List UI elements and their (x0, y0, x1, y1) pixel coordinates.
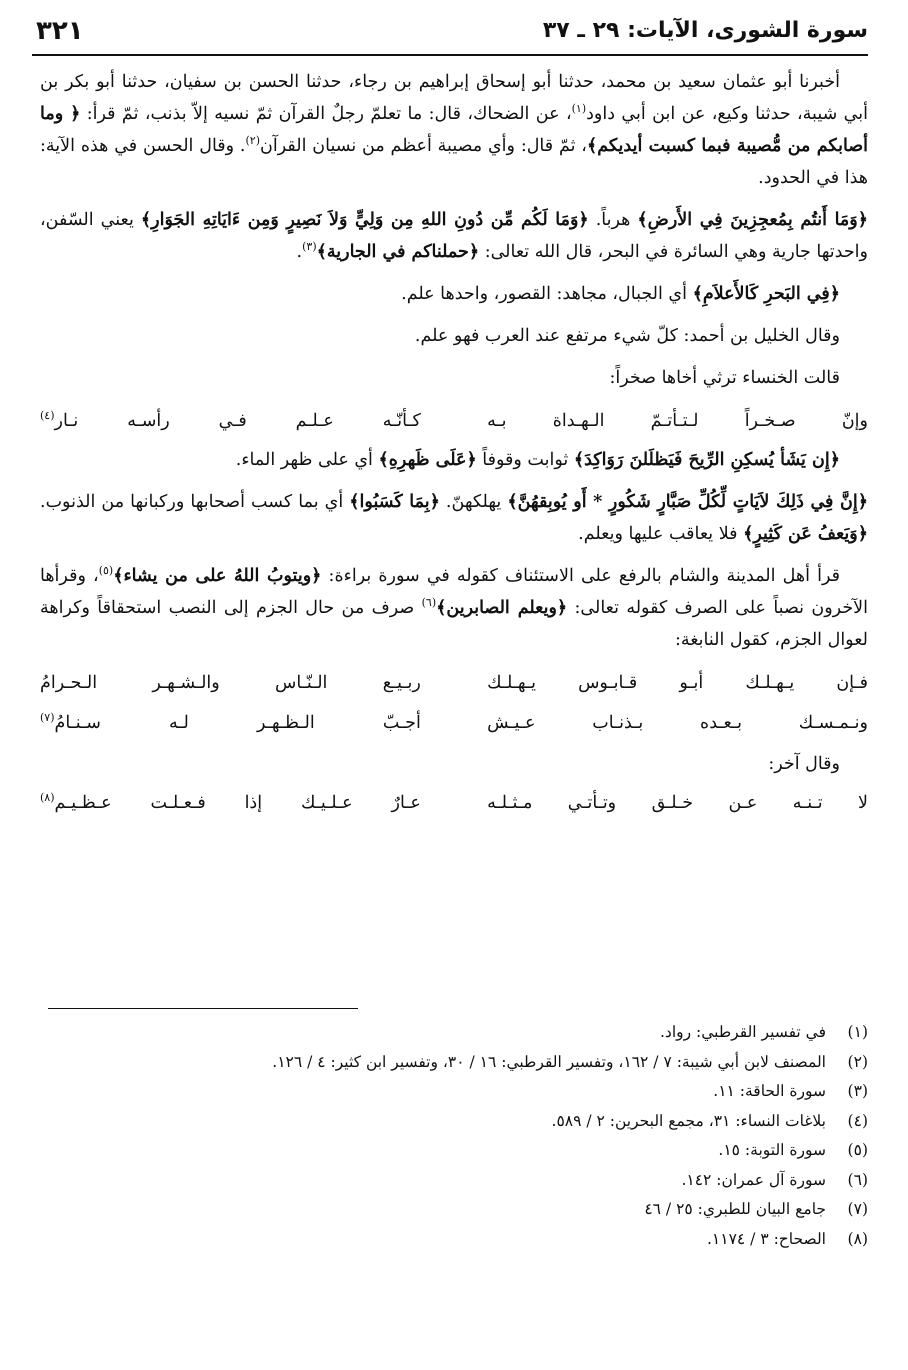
text: أي على ظهر الماء. (235, 450, 379, 470)
text: فلا يعاقب عليها ويعلم. (578, 524, 744, 544)
poetry-verse (40, 404, 868, 438)
verse-first-hemistich: لا تـنـه عـن خـلـق وتـأتـي مـثـلـه (487, 793, 868, 813)
text: قالت الخنساء ترثي أخاها صخراً: (609, 368, 840, 388)
footnote (40, 1048, 868, 1078)
footnote-text: جامع البيان للطبري: ٢٥ / ٤٦ (644, 1200, 826, 1218)
footnote-ref: (٨) (40, 791, 55, 805)
quran-quote: ﴿وَيَعفُ عَن كَثِيرٍ﴾ (743, 524, 868, 544)
text: ، وقرأها الآخرون نصباً على الصرف كقوله تعالى: (40, 566, 868, 618)
footnote-ref: (٣) (302, 240, 317, 254)
text: ، عن الضحاك، قال: ما تعلمّ رجلٌ القرآن ثمّ نسيه إلاّ بذنب، ثمّ قرأ: (86, 104, 572, 124)
quran-quote: ﴿ وما أصابكم من مُّصيبة فبما كسبت أيديكم﴾ (40, 104, 868, 156)
quran-quote: ﴿ويتوبُ اللهُ على من يشاء﴾ (113, 566, 322, 586)
text: أي الجبال، مجاهد: القصور، واحدها علم. (401, 284, 693, 304)
quran-quote: ﴿عَلَى ظَهرِهِ﴾ (378, 450, 477, 470)
text: أي بما كسب أصحابها وركبانها من الذنوب. (40, 492, 350, 512)
paragraph-khansa (40, 362, 868, 394)
footnote (40, 1195, 868, 1225)
text: ، ثمّ قال: وأي مصيبة أعظم من نسيان القرآن (260, 136, 587, 156)
footnote-number: (٨) (847, 1229, 868, 1248)
paragraph-signs (40, 486, 868, 550)
footnote (40, 1225, 868, 1255)
text: . (296, 242, 303, 262)
verse-second-hemistich: ربـيـع الـنّـاس والـشـهـر الـحـرامُ (40, 673, 421, 693)
text: يعني السّفن، واحدتها جارية وهي السائرة في البحر، قال الله تعالى: (40, 210, 868, 262)
text: كـأنّـه عـلـم فـي رأسـه نـار (54, 411, 421, 431)
footnote (40, 1018, 868, 1048)
footnote-ref: (٢) (245, 134, 261, 148)
poetry-verse (40, 666, 868, 700)
paragraph-mountains (40, 278, 868, 310)
quran-quote: ﴿حملناكم في الجارية﴾ (316, 242, 480, 262)
footnote-ref: (١) (571, 102, 587, 116)
text: ثوابت وقوفاً (476, 450, 574, 470)
footnote (40, 1136, 868, 1166)
footnotes (40, 1018, 868, 1254)
footnote-number: (٤) (847, 1111, 868, 1130)
footnote-number: (٦) (847, 1170, 868, 1189)
running-title: سورة الشورى، الآيات: ٢٩ ـ ٣٧ (542, 18, 868, 43)
verse-intro: وقال آخر: (768, 754, 840, 774)
quran-quote: ﴿وَمَا أَنتُم بِمُعجِزِينَ فِي الأَرضِ﴾ (637, 210, 869, 230)
footnote-text: سورة التوبة: ١٥. (718, 1141, 826, 1159)
footnote (40, 1107, 868, 1137)
text: يهلكهنّ. (439, 492, 508, 512)
footnote-text: سورة الحاقة: ١١. (713, 1082, 826, 1100)
text: هرباً. (588, 210, 638, 230)
footnote-ref: (٧) (40, 711, 55, 725)
footnote-text: الصحاح: ٣ / ١١٧٤. (706, 1229, 826, 1248)
page-number: ٣٢١ (36, 16, 84, 46)
footnote-number: (٧) (847, 1200, 868, 1218)
text: صرف من حال الجزم إلى النصب استحقاقاً وكراهة لعوال الجزم، كقول النابغة: (40, 598, 868, 650)
footnote-text: سورة آل عمران: ١٤٢. (681, 1170, 826, 1189)
text: عـارٌ عـلـيـك إذا فـعـلـت عـظـيـم (54, 793, 421, 813)
footnote (40, 1077, 868, 1107)
footnote-text: المصنف لابن أبي شيبة: ٧ / ١٦٢، وتفسير القرطبي: ١٦ / ٣٠، وتفسير ابن كثير: ٤ / ١٢٦. (272, 1052, 826, 1071)
verse-first-hemistich: وإنّ صـخـراً لـتـأتـمّ الـهـداة بـه (487, 411, 868, 431)
footnote-text: بلاغات النساء: ٣١، مجمع البحرين: ٢ / ٥٨٩. (551, 1111, 826, 1130)
verse-first-hemistich: فـإن يـهـلـك أبـو قـابـوس يـهـلـك (487, 673, 868, 693)
footnote (40, 1166, 868, 1196)
text: أخبرنا أبو عثمان سعيد بن محمد، حدثنا أبو إسحاق إبراهيم بن رجاء، حدثنا الحسن بن سفيان، حدثنا أبو بكر بن أبي شيبة، حدثنا وكيع، عن ابن أبي داود (40, 72, 868, 124)
text: . وقال الحسن في هذه الآية: هذا في الحدود. (40, 136, 868, 188)
footnote-text: في تفسير القرطبي: رواد. (659, 1023, 826, 1041)
footnote-separator (48, 1008, 358, 1009)
paragraph-ships (40, 204, 868, 268)
footnote-number: (٣) (847, 1082, 868, 1100)
paragraph-readings (40, 560, 868, 656)
verse-second-hemistich (40, 404, 421, 438)
footnote-number: (٢) (847, 1052, 868, 1071)
footnote-ref: (٥) (98, 564, 114, 578)
page-header (32, 14, 868, 56)
verse-second-hemistich (40, 786, 421, 820)
quran-quote: ﴿إِنَّ فِي ذَلِكَ لاَيَاتٍ لِّكُلِّ صَبَّارٍ شَكُورٍ * أَو يُوبِقهُنَّ﴾ (507, 492, 868, 512)
quran-quote: ﴿فِي البَحرِ كَالأَعلاَمِ﴾ (692, 284, 840, 304)
text: قرأ أهل المدينة والشام بالرفع على الاستئناف كقوله في سورة براءة: (321, 566, 840, 586)
footnote-ref: (٦) (421, 596, 437, 610)
main-text (40, 66, 868, 826)
quran-quote: ﴿إِن يَشَأ يُسكِنِ الرِّيحَ فَيَظلَلنَ رَوَاكِدَ﴾ (573, 450, 840, 470)
verse-second-hemistich (40, 706, 421, 740)
paragraph-isnad (40, 66, 868, 194)
poetry-verse (40, 786, 868, 820)
footnote-ref: (٤) (40, 409, 55, 423)
quran-quote: ﴿وَمَا لَكُم مِّن دُونِ اللهِ مِن وَلِيٍّ وَلاَ نَصِيرٍ وَمِن ءَايَاتِهِ الجَوَارِ﴾ (140, 210, 589, 230)
poetry-verse (40, 706, 868, 740)
footnote-number: (٥) (847, 1141, 868, 1159)
paragraph-wind (40, 444, 868, 476)
paragraph-khalil (40, 320, 868, 352)
footnote-number: (١) (847, 1023, 868, 1041)
text: وقال الخليل بن أحمد: كلّ شيء مرتفع عند العرب فهو علم. (414, 326, 840, 346)
quran-quote: ﴿بِمَا كَسَبُوا﴾ (349, 492, 440, 512)
quran-quote: ﴿ويعلم الصابرين﴾ (436, 598, 568, 618)
verse-first-hemistich: ونـمـسـك بـعـده بـذنـاب عـيـش (487, 713, 868, 733)
text: أجـبّ الـظـهـر لـه سـنـامُ (54, 713, 421, 733)
